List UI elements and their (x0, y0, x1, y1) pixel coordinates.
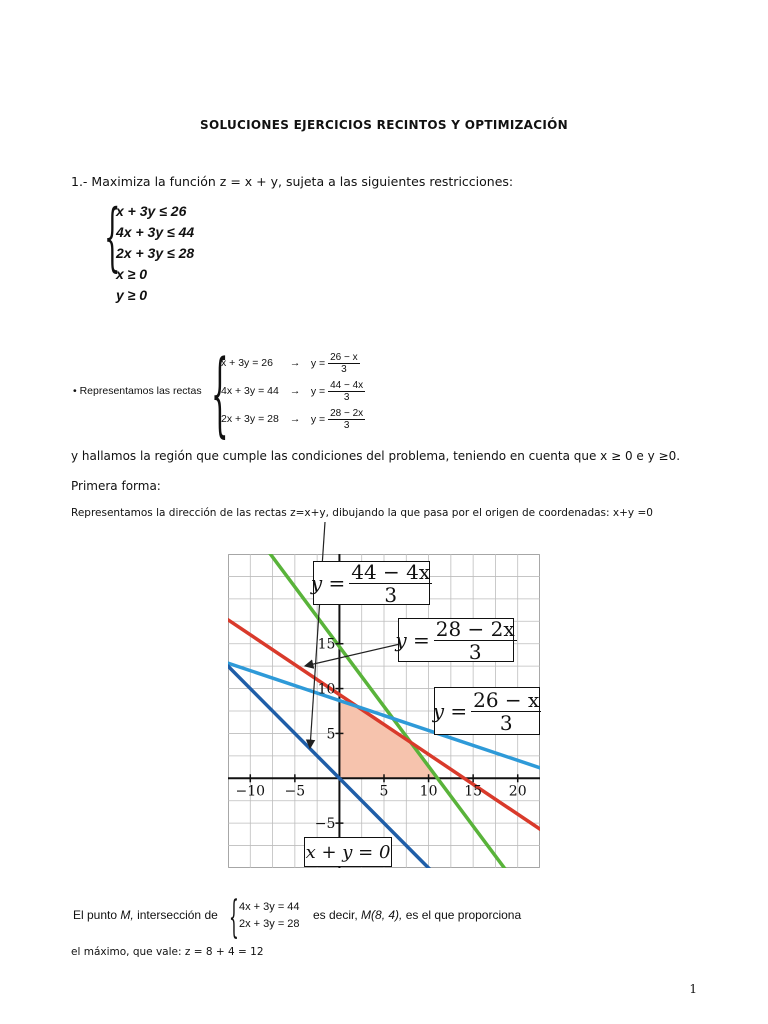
line-eq-3: 2x + 3y = 28 → y = $\frac{28 - 2x}{3}$ (221, 408, 364, 431)
y-tick-label: −5 (314, 816, 336, 833)
y-tick-label: 10 (317, 681, 336, 698)
max-value-text: el máximo, que vale: z = 8 + 4 = 12 (71, 946, 264, 958)
x-tick-label: 15 (464, 783, 483, 800)
label-box-44: y = $\frac{44 - 4x}{3}$ (310, 559, 431, 607)
lines-brace: { (211, 340, 229, 447)
point-result: es decir, M(8, 4), es el que proporciona (313, 908, 522, 922)
label-box-28: y = $\frac{28 - 2x}{3}$ (395, 616, 515, 664)
first-way-heading: Primera forma: (71, 479, 161, 493)
lines-intro: • Representamos las rectas (73, 385, 202, 397)
y-tick-label: 5 (326, 726, 336, 743)
y-tick-label: 15 (317, 636, 336, 653)
direction-text: Representamos la dirección de las rectas z=x+y, dibujando la que pasa por el origen de coordenadas: x+y =0 (71, 507, 653, 519)
label-box-26: y = $\frac{26 - x}{3}$ (432, 687, 540, 735)
page-title: SOLUCIONES EJERCICIOS RECINTOS Y OPTIMIZACIÓN (200, 118, 568, 132)
x-tick-label: 20 (508, 783, 527, 800)
page-number: 1 (689, 982, 697, 996)
region-text: y hallamos la región que cumple las condiciones del problema, teniendo en cuenta que x ≥ 0 e y ≥0. (71, 449, 681, 463)
x-tick-label: −10 (235, 783, 266, 800)
label-box-xy0: x + y = 0 (304, 837, 392, 867)
problem-statement: 1.- Maximiza la función z = x + y, sujeta a las siguientes restricciones: (71, 174, 514, 189)
line-eq-2: 4x + 3y = 44 → y = $\frac{44 - 4x}{3}$ (221, 380, 364, 403)
constraint-2: 4x + 3y ≤ 44 (116, 224, 195, 240)
x-tick-label: −5 (284, 783, 306, 800)
arrow-to-xy0-line (310, 522, 325, 748)
point-brace: { (229, 892, 239, 943)
constraint-1: x + 3y ≤ 26 (116, 203, 187, 219)
x-tick-label: 10 (419, 783, 438, 800)
constraint-5: y ≥ 0 (116, 287, 148, 303)
point-text: El punto M, intersección de (73, 908, 218, 922)
intersection-system: 4x + 3y = 44 2x + 3y = 28 (239, 901, 300, 930)
arrow-to-red-line (305, 644, 400, 666)
constraint-3: 2x + 3y ≤ 28 (116, 245, 195, 261)
line-eq-1: x + 3y = 26 → y = $\frac{26 - x}{3}$ (221, 352, 358, 375)
x-tick-label: 5 (379, 783, 389, 800)
constraint-4: x ≥ 0 (116, 266, 148, 282)
constraints-brace: { (104, 194, 121, 280)
